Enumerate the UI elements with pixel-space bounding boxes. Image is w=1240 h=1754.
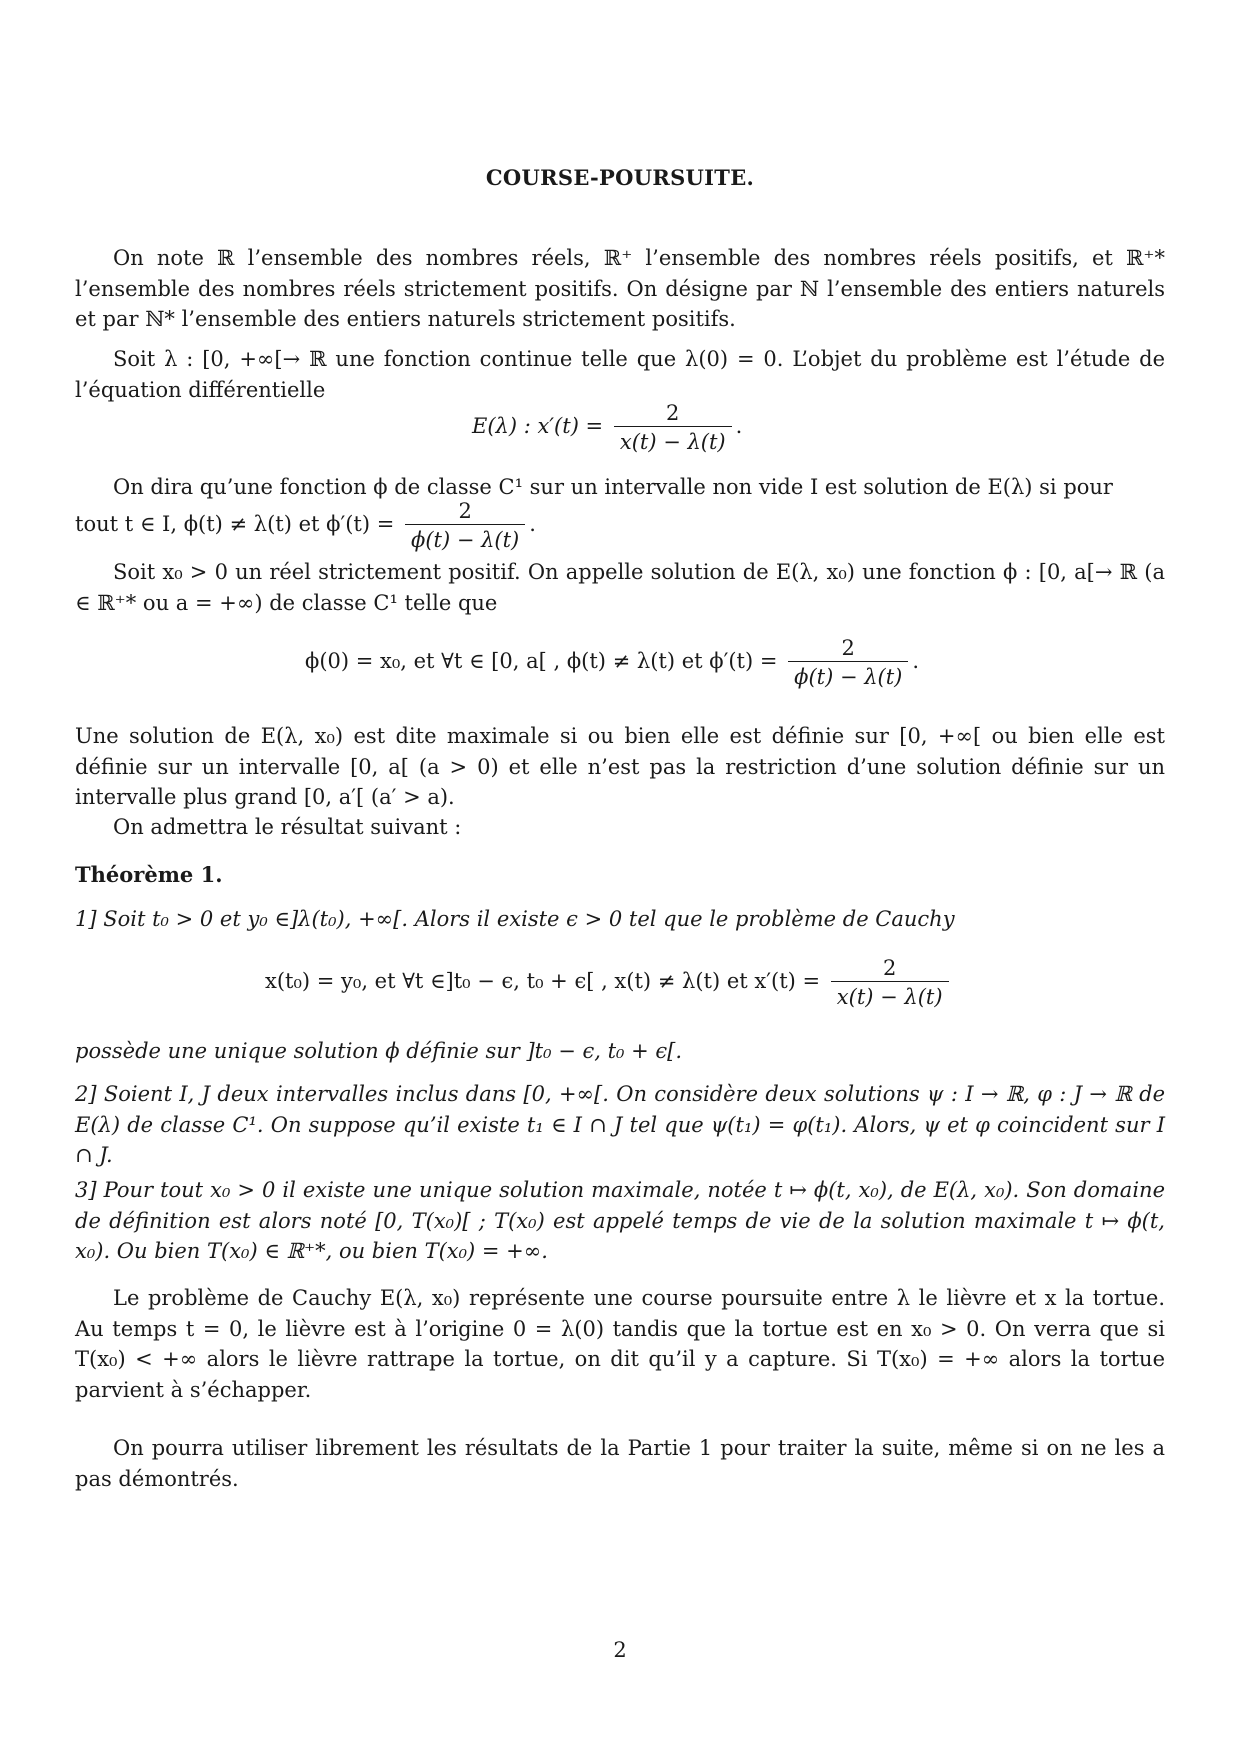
equation-fraction bbox=[405, 498, 525, 553]
theorem-title: Théorème 1. bbox=[75, 862, 223, 887]
equation-left: tout t ∈ I, ϕ(t) ≠ λ(t) et ϕ′(t) = bbox=[75, 512, 395, 536]
fraction-numerator: 2 bbox=[666, 401, 680, 425]
equation-left: E(λ) : x′(t) = bbox=[472, 414, 604, 438]
admitted-result-line: On admettra le résultat suivant : bbox=[113, 815, 462, 839]
fraction-numerator: 2 bbox=[841, 636, 855, 660]
fraction-denominator: ϕ(t) − λ(t) bbox=[788, 661, 908, 690]
equation-left: ϕ(0) = x₀, et ∀t ∈ [0, a[ , ϕ(t) ≠ λ(t) et ϕ′(t) = bbox=[305, 649, 778, 673]
fraction-denominator: x(t) − λ(t) bbox=[831, 981, 949, 1010]
solution-definition-line: On dira qu’une fonction ϕ de classe C¹ sur un intervalle non vide I est solution de E(λ) si pour bbox=[113, 475, 1113, 499]
intro-paragraph-sets: On note ℝ l’ensemble des nombres réels, ℝ⁺ l’ensemble des nombres réels positifs, et ℝ⁺* l’ensemble des nombres réels strictement positifs. On désigne par ℕ l’ensemble des entiers naturels et par ℕ* l’ensemble des entiers naturels strictement positifs. bbox=[75, 246, 1165, 331]
fraction-numerator: 2 bbox=[458, 499, 472, 523]
equation-cauchy-problem bbox=[265, 955, 953, 1010]
equation-end: . bbox=[912, 649, 920, 673]
cauchy-definition-paragraph: Soit x₀ > 0 un réel strictement positif. On appelle solution de E(λ, x₀) une fonction ϕ : [0, a[→ ℝ (a ∈ ℝ⁺* ou a = +∞) de classe C¹ telle que bbox=[75, 560, 1165, 615]
equation-fraction bbox=[614, 400, 732, 455]
maximal-solution-paragraph: Une solution de E(λ, x₀) est dite maximale si ou bien elle est définie sur [0, +∞[ ou bien elle est définie sur un intervalle [0, a[ (a > 0) et elle n’est pas la restriction d’une solution définie sur un intervalle plus grand [0, a′[ (a′ > a). bbox=[75, 724, 1165, 809]
theorem-item-2: 2] Soient I, J deux intervalles inclus dans [0, +∞[. On considère deux solutions ψ : I → ℝ, φ : J → ℝ de E(λ) de classe C¹. On suppose qu’il existe t₁ ∈ I ∩ J tel que ψ(t₁) = φ(t₁). Alors, ψ et φ coincident sur I ∩ J. bbox=[75, 1082, 1165, 1167]
equation-end: . bbox=[529, 512, 536, 536]
equation-fraction bbox=[788, 635, 908, 690]
equation-cauchy-solution bbox=[305, 635, 919, 690]
theorem-item-3: 3] Pour tout x₀ > 0 il existe une unique solution maximale, notée t ↦ ϕ(t, x₀), de E(λ, x₀). Son domaine de définition est alors noté [0, T(x₀)[ ; T(x₀) est appelé temps de vie de la solution maximale t ↦ ϕ(t, x₀). Ou bien T(x₀) ∈ ℝ⁺*, ou bien T(x₀) = +∞. bbox=[75, 1178, 1165, 1263]
fraction-denominator: ϕ(t) − λ(t) bbox=[405, 524, 525, 553]
theorem-item-1: 1] Soit t₀ > 0 et y₀ ∈]λ(t₀), +∞[. Alors il existe ϵ > 0 tel que le problème de Cauchy bbox=[75, 907, 955, 931]
intro-paragraph-lambda: Soit λ : [0, +∞[→ ℝ une fonction continue telle que λ(0) = 0. L’objet du problème est l’étude de l’équation différentielle bbox=[75, 347, 1165, 402]
equation-fraction bbox=[831, 955, 949, 1010]
course-poursuite-paragraph: Le problème de Cauchy E(λ, x₀) représente une course poursuite entre λ le lièvre et x la tortue. Au temps t = 0, le lièvre est à l’origine 0 = λ(0) tandis que la tortue est en x₀ > 0. On verra que si T(x₀) < +∞ alors le lièvre rattrape la tortue, on dit qu’il y a capture. Si T(x₀) = +∞ alors la tortue parvient à s’échapper. bbox=[75, 1286, 1165, 1402]
equation-end: . bbox=[735, 414, 743, 438]
page-number: 2 bbox=[613, 1638, 627, 1662]
fraction-denominator: x(t) − λ(t) bbox=[614, 426, 732, 455]
page-title: COURSE-POURSUITE. bbox=[485, 165, 755, 190]
equation-left: x(t₀) = y₀, et ∀t ∈]t₀ − ϵ, t₀ + ϵ[ , x(t) ≠ λ(t) et x′(t) = bbox=[265, 969, 821, 993]
fraction-numerator: 2 bbox=[882, 956, 897, 980]
solution-definition-equation bbox=[75, 498, 536, 553]
equation-E-lambda bbox=[472, 400, 742, 455]
theorem-item-1-end: possède une unique solution ϕ définie sur ]t₀ − ϵ, t₀ + ϵ[. bbox=[75, 1039, 683, 1063]
part1-results-paragraph: On pourra utiliser librement les résultats de la Partie 1 pour traiter la suite, même si on ne les a pas démontrés. bbox=[75, 1436, 1165, 1491]
